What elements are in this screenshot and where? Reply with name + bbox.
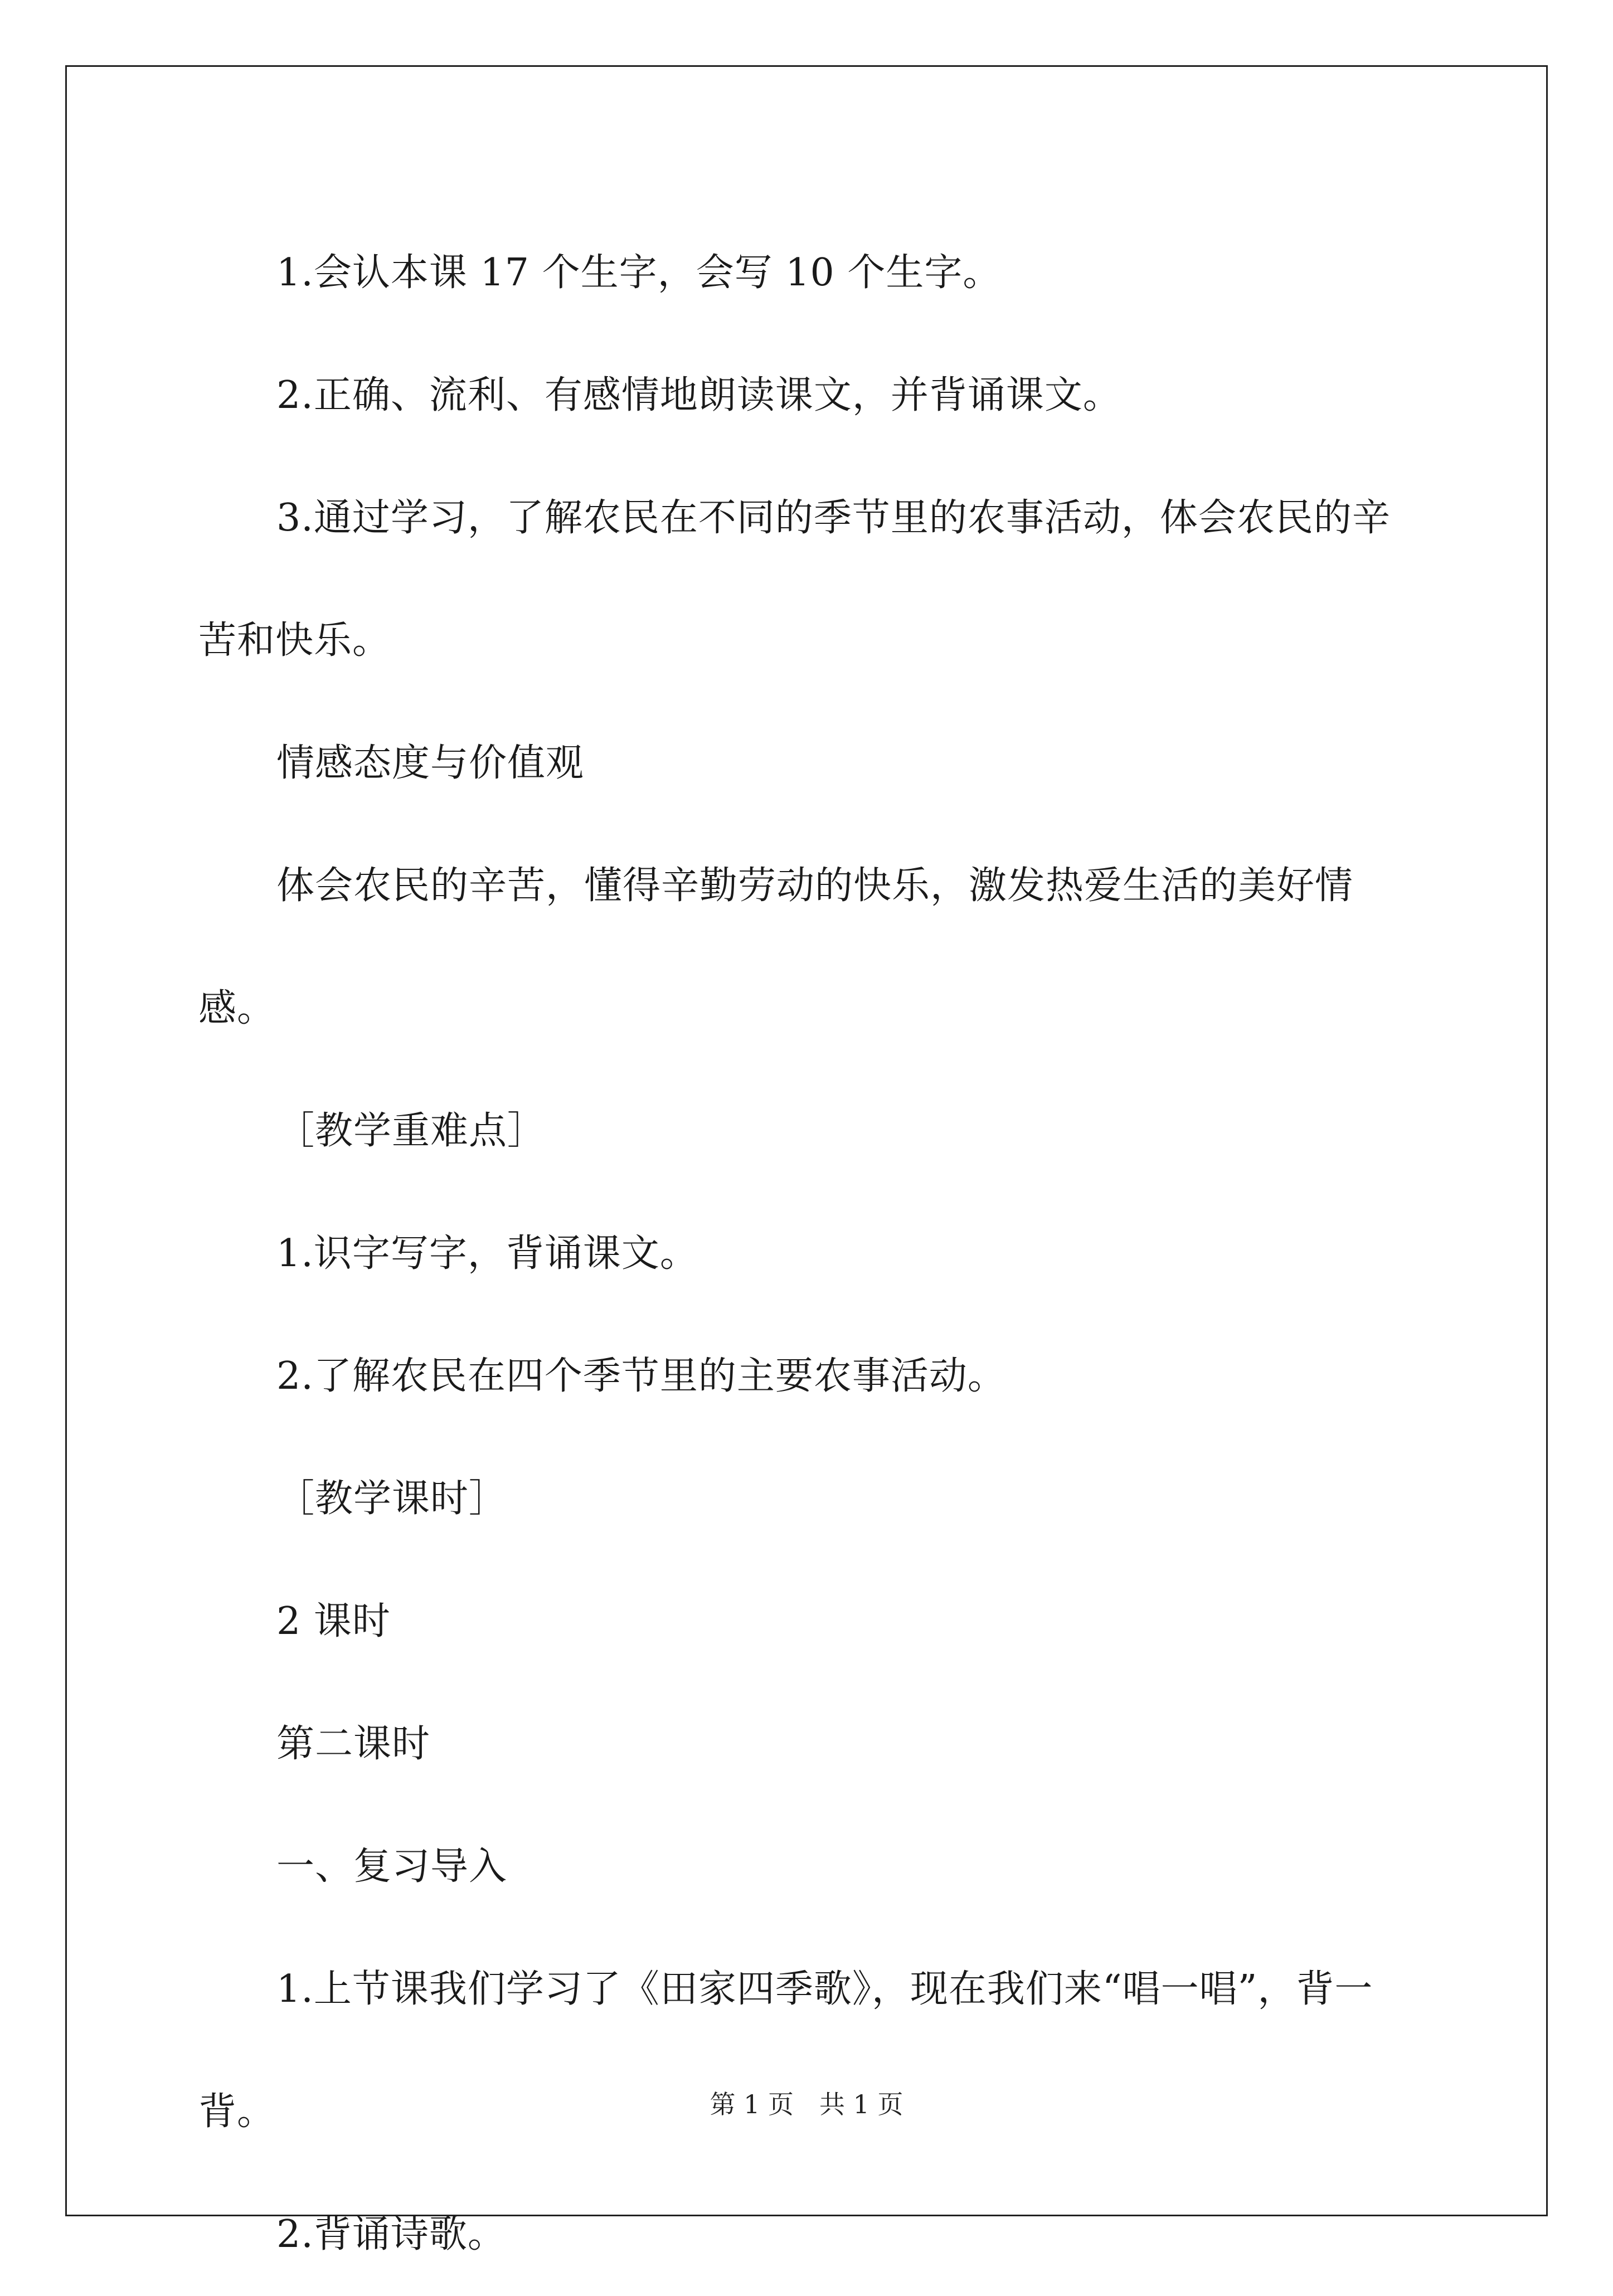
paragraph-goal-2: 2.正确、流利、有感情地朗读课文，并背诵课文。 [276,373,1121,417]
paragraph-key-point-1: 1.识字写字，背诵课文。 [276,1232,698,1276]
section-heading-review: 一、复习导入 [276,1845,508,1889]
page-footer: 第 1 页 共 1 页 [710,2089,903,2119]
paragraph-values: 体会农民的辛苦，懂得辛勤劳动的快乐，激发热爱生活的美好情感。 [198,864,1354,1030]
paragraph-goal-3: 3.通过学习，了解农民在不同的季节里的农事活动，体会农民的辛苦和快乐。 [198,496,1391,663]
section-heading-second-lesson: 第二课时 [276,1722,431,1766]
document-body [198,212,1427,2296]
paragraph-class-hours: 2 课时 [276,1599,391,1643]
paragraph-review-1: 1.上节课我们学习了《田家四季歌》，现在我们来“唱一唱”，背一背。 [198,1967,1373,2134]
section-heading-values: 情感态度与价值观 [276,741,585,785]
paragraph-review-2: 2.背诵诗歌。 [276,2212,506,2256]
paragraph-key-point-2: 2.了解农民在四个季节里的主要农事活动。 [276,1354,1006,1398]
section-heading-class-hours: ［教学课时］ [276,1477,508,1521]
paragraph-goal-1: 1.会认本课 17 个生字，会写 10 个生字。 [276,251,1002,295]
section-heading-key-points: ［教学重难点］ [276,1109,546,1153]
